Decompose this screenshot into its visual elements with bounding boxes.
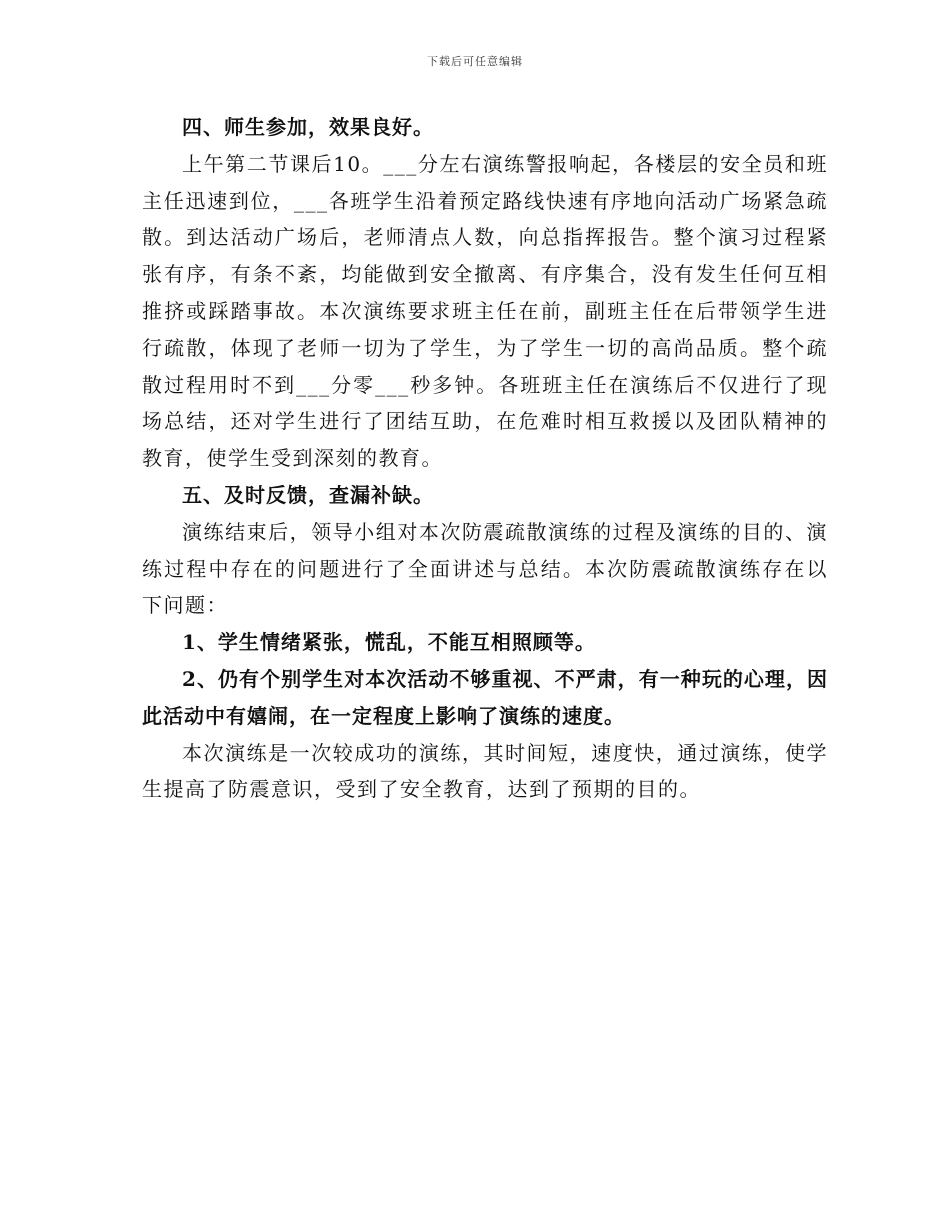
page-header: 下载后可任意编辑: [427, 55, 523, 68]
document-body: [142, 109, 828, 808]
issues-list: [142, 624, 828, 734]
section-paragraph: 上午第二节课后10。___分左右演练警报响起，各楼层的安全员和班主任迅速到位，___各班学生沿着预定路线快速有序地向活动广场紧急疏散。到达活动广场后，老师清点人数，向总指挥报告。整个演习过程紧张有序，有条不紊，均能做到安全撤离、有序集合，没有发生任何互相推挤或踩踏事故。本次演练要求班主任在前，副班主任在后带领学生进行疏散，体现了老师一切为了学生，为了学生一切的高尚品质。整个疏散过程用时不到___分零___秒多钟。各班班主任在演练后不仅进行了现场总结，还对学生进行了团结互助，在危难时相互救援以及团队精神的教育，使学生受到深刻的教育。: [142, 151, 828, 471]
section-paragraph: 演练结束后，领导小组对本次防震疏散演练的过程及演练的目的、演练过程中存在的问题进行了全面讲述与总结。本次防震疏散演练存在以下问题：: [142, 519, 828, 618]
issue-item: 2、仍有个别学生对本次活动不够重视、不严肃，有一种玩的心理，因此活动中有嬉闹，在一定程度上影响了演练的速度。: [142, 666, 828, 728]
section-heading: 四、师生参加，效果良好。: [182, 115, 434, 139]
issue-item: 1、学生情绪紧张，慌乱，不能互相照顾等。: [182, 630, 596, 655]
section-four: [142, 109, 828, 477]
conclusion-paragraph: 本次演练是一次较成功的演练，其时间短，速度快，通过演练，使学生提高了防震意识，受到了安全教育，达到了预期的目的。: [142, 740, 828, 802]
section-heading: 五、及时反馈，查漏补缺。: [182, 482, 434, 507]
section-five: [142, 477, 828, 624]
